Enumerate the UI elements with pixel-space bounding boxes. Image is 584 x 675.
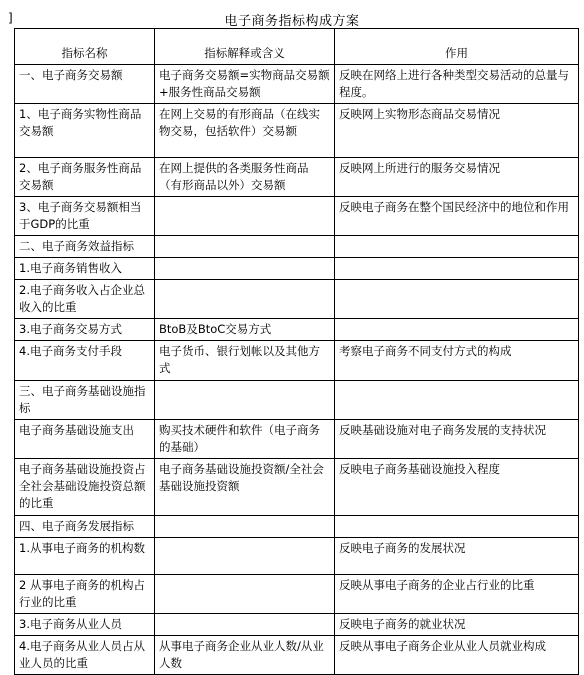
cell-name: 1.电子商务销售收入 [15, 258, 155, 280]
cell-name: 3、电子商务交易额相当于GDP的比重 [15, 197, 155, 236]
cell-meaning: 从事电子商务企业从业人数/从业人数 [155, 636, 335, 675]
cell-effect [335, 381, 579, 420]
cell-effect: 反映电子商务的发展状况 [335, 538, 579, 575]
cell-name: 3.电子商务从业人员 [15, 614, 155, 636]
cell-meaning [155, 236, 335, 258]
table-row [15, 614, 579, 636]
header-indicator-name: 指标名称 [15, 29, 155, 65]
cell-meaning: 电子货币、银行划帐以及其他方式 [155, 341, 335, 381]
cell-name: 三、电子商务基础设施指标 [15, 381, 155, 420]
cell-meaning: 购买技术硬件和软件（电子商务的基础） [155, 420, 335, 459]
table-row [15, 538, 579, 575]
cell-effect [335, 319, 579, 341]
cell-effect: 反映电子商务基础设施投入程度 [335, 459, 579, 516]
indicator-table [14, 28, 579, 675]
cell-effect: 反映电子商务在整个国民经济中的地位和作用 [335, 197, 579, 236]
cell-name: 2.电子商务收入占企业总收入的比重 [15, 280, 155, 319]
cell-name: 4.电子商务支付手段 [15, 341, 155, 381]
cell-name: 4.电子商务从业人员占从业人员的比重 [15, 636, 155, 675]
cell-effect: 反映从事电子商务的企业占行业的比重 [335, 575, 579, 614]
cell-name: 2、电子商务服务性商品交易额 [15, 158, 155, 197]
cell-name: 电子商务基础设施支出 [15, 420, 155, 459]
cell-name: 2 从事电子商务的机构占行业的比重 [15, 575, 155, 614]
cell-effect [335, 280, 579, 319]
table-row [15, 158, 579, 197]
text-cursor-mark: ] [8, 11, 13, 25]
table-row [15, 258, 579, 280]
cell-effect: 反映网上实物形态商品交易情况 [335, 104, 579, 158]
cell-meaning [155, 575, 335, 614]
cell-name: 电子商务基础设施投资占全社会基础设施投资总额的比重 [15, 459, 155, 516]
cell-meaning [155, 197, 335, 236]
cell-meaning [155, 280, 335, 319]
cell-meaning: 电子商务基础设施投资额/全社会基础设施投资额 [155, 459, 335, 516]
cell-meaning [155, 538, 335, 575]
table-header-row [15, 29, 579, 65]
cell-name: 二、电子商务效益指标 [15, 236, 155, 258]
cell-meaning [155, 614, 335, 636]
cell-meaning: 电子商务交易额=实物商品交易额+服务性商品交易额 [155, 65, 335, 104]
cell-effect: 反映基础设施对电子商务发展的支持状况 [335, 420, 579, 459]
cell-meaning [155, 258, 335, 280]
table-row [15, 236, 579, 258]
cell-name: 3.电子商务交易方式 [15, 319, 155, 341]
table-row [15, 459, 579, 516]
table-row [15, 280, 579, 319]
cell-effect [335, 516, 579, 538]
table-row [15, 381, 579, 420]
next-page-fragment [0, 643, 584, 650]
cell-name: 一、电子商务交易额 [15, 65, 155, 104]
table-row [15, 104, 579, 158]
cell-meaning: 在网上交易的有形商品（在线实物交易，包括软件）交易额 [155, 104, 335, 158]
document-title: 电子商务指标构成方案 [224, 14, 360, 29]
cell-effect: 反映从事电子商务企业从业人员就业构成 [335, 636, 579, 675]
table-row [15, 636, 579, 675]
cell-meaning [155, 381, 335, 420]
cell-effect [335, 236, 579, 258]
cell-name: 1.从事电子商务的机构数 [15, 538, 155, 575]
table-row [15, 575, 579, 614]
cell-effect [335, 258, 579, 280]
cell-effect: 反映在网络上进行各种类型交易活动的总量与程度。 [335, 65, 579, 104]
table-row [15, 319, 579, 341]
table-row [15, 341, 579, 381]
cell-effect: 考察电子商务不同支付方式的构成 [335, 341, 579, 381]
table-row [15, 516, 579, 538]
table-row [15, 197, 579, 236]
cell-effect: 反映网上所进行的服务交易情况 [335, 158, 579, 197]
cell-meaning [155, 516, 335, 538]
cell-name: 1、电子商务实物性商品交易额 [15, 104, 155, 158]
table-row [15, 65, 579, 104]
header-indicator-effect: 作用 [335, 29, 579, 65]
header-indicator-meaning: 指标解释或含义 [155, 29, 335, 65]
table-body [15, 65, 579, 675]
cell-name: 四、电子商务发展指标 [15, 516, 155, 538]
cell-meaning: 在网上提供的各类服务性商品（有形商品以外）交易额 [155, 158, 335, 197]
table-row [15, 420, 579, 459]
cell-effect: 反映电子商务的就业状况 [335, 614, 579, 636]
cell-meaning: BtoB及BtoC交易方式 [155, 319, 335, 341]
